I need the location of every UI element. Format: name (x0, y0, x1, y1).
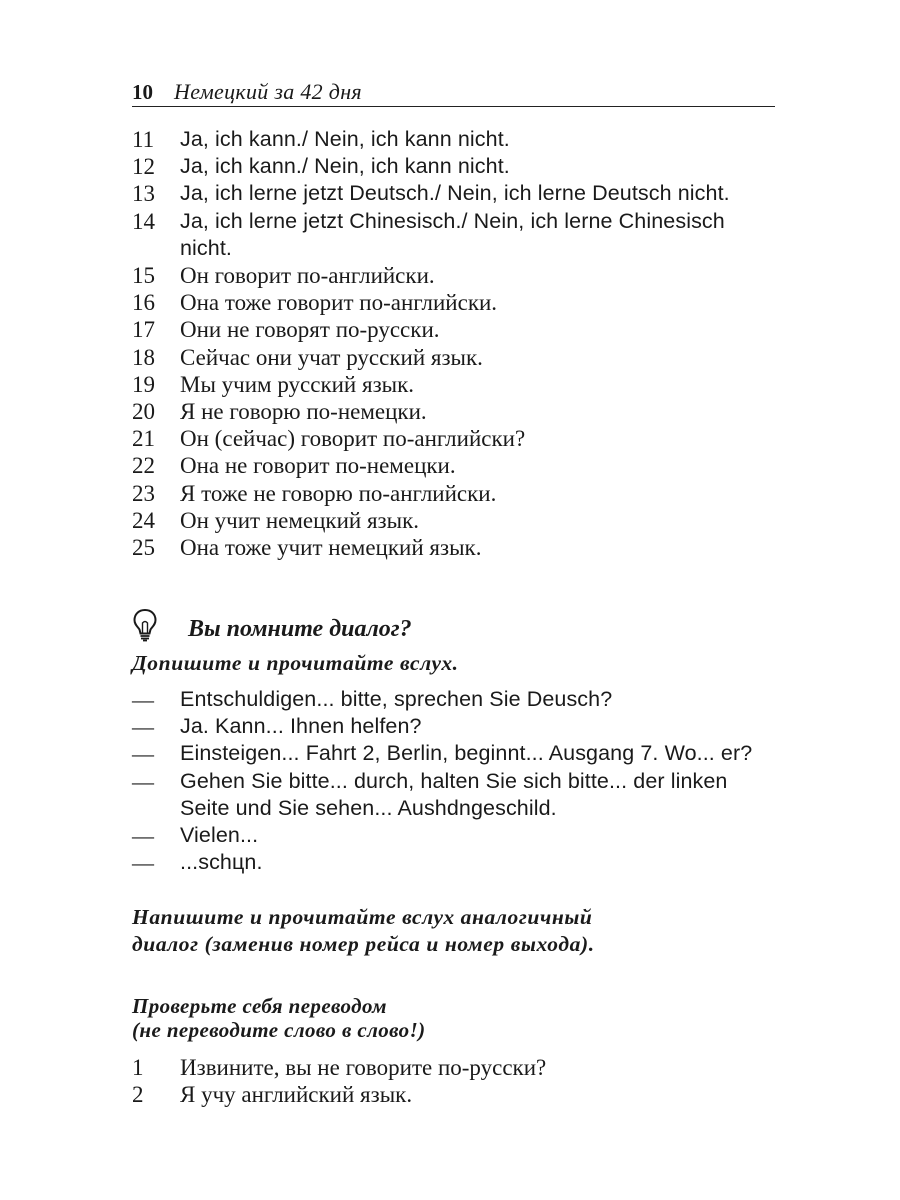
lightbulb-icon (132, 608, 158, 642)
answer-item (132, 371, 780, 398)
item-text: Он (сейчас) говорит по-английски? (180, 426, 526, 452)
answer-item (132, 480, 780, 507)
item-number: 15 (132, 263, 155, 289)
answer-item (132, 344, 780, 371)
item-text: Я не говорю по-немецки. (180, 399, 427, 425)
answer-list (132, 126, 780, 561)
item-number: 17 (132, 317, 155, 343)
item-text: Entschuldigen... bitte, sprechen Sie Deusch? (180, 687, 613, 711)
translation-heading (132, 994, 426, 1042)
answer-item (132, 534, 780, 561)
item-text: Ja, ich lerne jetzt Chinesisch./ Nein, ich lerne Chinesisch nicht. (180, 208, 725, 260)
dialog-dash: — (132, 714, 154, 740)
item-number: 12 (132, 154, 155, 180)
answer-item (132, 398, 780, 425)
answer-item (132, 507, 780, 534)
item-text: Она тоже учит немецкий язык. (180, 535, 482, 561)
item-text: Он учит немецкий язык. (180, 507, 420, 533)
dialog-list (132, 686, 780, 876)
item-text: Ja, ich lerne jetzt Deutsch./ Nein, ich lerne Deutsch nicht. (180, 181, 730, 206)
dialog-line (132, 768, 780, 822)
dialog-dash: — (132, 687, 154, 712)
item-number: 23 (132, 480, 155, 506)
instruction-line: Напишите и прочитайте вслух аналогичный (132, 905, 593, 929)
page-number: 10 (132, 80, 153, 104)
item-text: ...schцn. (180, 850, 263, 875)
item-number: 1 (132, 1055, 144, 1080)
item-number: 21 (132, 426, 155, 452)
item-text: Я учу английский язык. (180, 1082, 413, 1108)
item-number: 11 (132, 127, 155, 152)
item-number: 14 (132, 208, 155, 234)
translation-list (132, 1054, 780, 1108)
item-text: Ja, ich kann./ Nein, ich kann nicht. (180, 127, 510, 151)
translation-heading-line: (не переводите слово в слово!) (132, 1018, 426, 1042)
dialog-line (132, 822, 780, 849)
instruction-complete-dialog: Допишите и прочитайте вслух. (132, 651, 459, 675)
running-head (132, 78, 775, 107)
dialog-line (132, 686, 780, 713)
dialog-dash: — (132, 741, 154, 767)
instruction-write-dialog (132, 904, 595, 958)
item-text: Она тоже говорит по-английски. (180, 290, 498, 316)
answer-item (132, 289, 780, 316)
item-number: 18 (132, 344, 155, 370)
dialog-dash: — (132, 823, 154, 849)
item-text: Vielen... (180, 823, 259, 848)
answer-item (132, 262, 780, 289)
item-text: Она не говорит по-немецки. (180, 453, 456, 479)
book-title: Немецкий за 42 дня (174, 79, 362, 104)
item-text: Ja. Kann... Ihnen helfen? (180, 714, 422, 739)
dialog-dash: — (132, 768, 154, 794)
item-text: Они не говорят по-русски. (180, 317, 440, 343)
instruction-line: диалог (заменив номер рейса и номер выхода). (132, 932, 595, 956)
answer-item (132, 180, 780, 207)
section-title: Вы помните диалог? (188, 616, 412, 642)
translation-heading-line: Проверьте себя переводом (132, 994, 387, 1018)
item-number: 25 (132, 535, 155, 561)
answer-item (132, 126, 780, 153)
dialog-line (132, 849, 780, 876)
item-number: 19 (132, 371, 155, 397)
item-number: 2 (132, 1082, 144, 1108)
item-text: Сейчас они учат русский язык. (180, 344, 483, 370)
item-number: 13 (132, 181, 155, 207)
item-text: Извините, вы не говорите по-русски? (180, 1055, 547, 1080)
dialog-line (132, 713, 780, 740)
item-number: 16 (132, 290, 155, 316)
item-text: Ja, ich kann./ Nein, ich kann nicht. (180, 154, 510, 179)
item-number: 24 (132, 507, 155, 533)
item-number: 22 (132, 453, 155, 479)
dialog-line (132, 740, 780, 767)
dialog-dash: — (132, 850, 154, 876)
answer-item (132, 208, 780, 262)
item-text: Einsteigen... Fahrt 2, Berlin, beginnt... Ausgang 7. Wo... er? (180, 741, 753, 766)
answer-item (132, 425, 780, 452)
item-text: Gehen Sie bitte... durch, halten Sie sich bitte... der linken Seite und Sie sehen... Aushdngeschild. (180, 768, 728, 820)
answer-item (132, 316, 780, 343)
answer-item (132, 452, 780, 479)
item-text: Мы учим русский язык. (180, 371, 415, 397)
item-number: 20 (132, 399, 155, 425)
item-text: Я тоже не говорю по-английски. (180, 480, 497, 506)
answer-item (132, 153, 780, 180)
translation-item (132, 1054, 780, 1081)
translation-item (132, 1081, 780, 1108)
item-text: Он говорит по-английски. (180, 263, 435, 289)
